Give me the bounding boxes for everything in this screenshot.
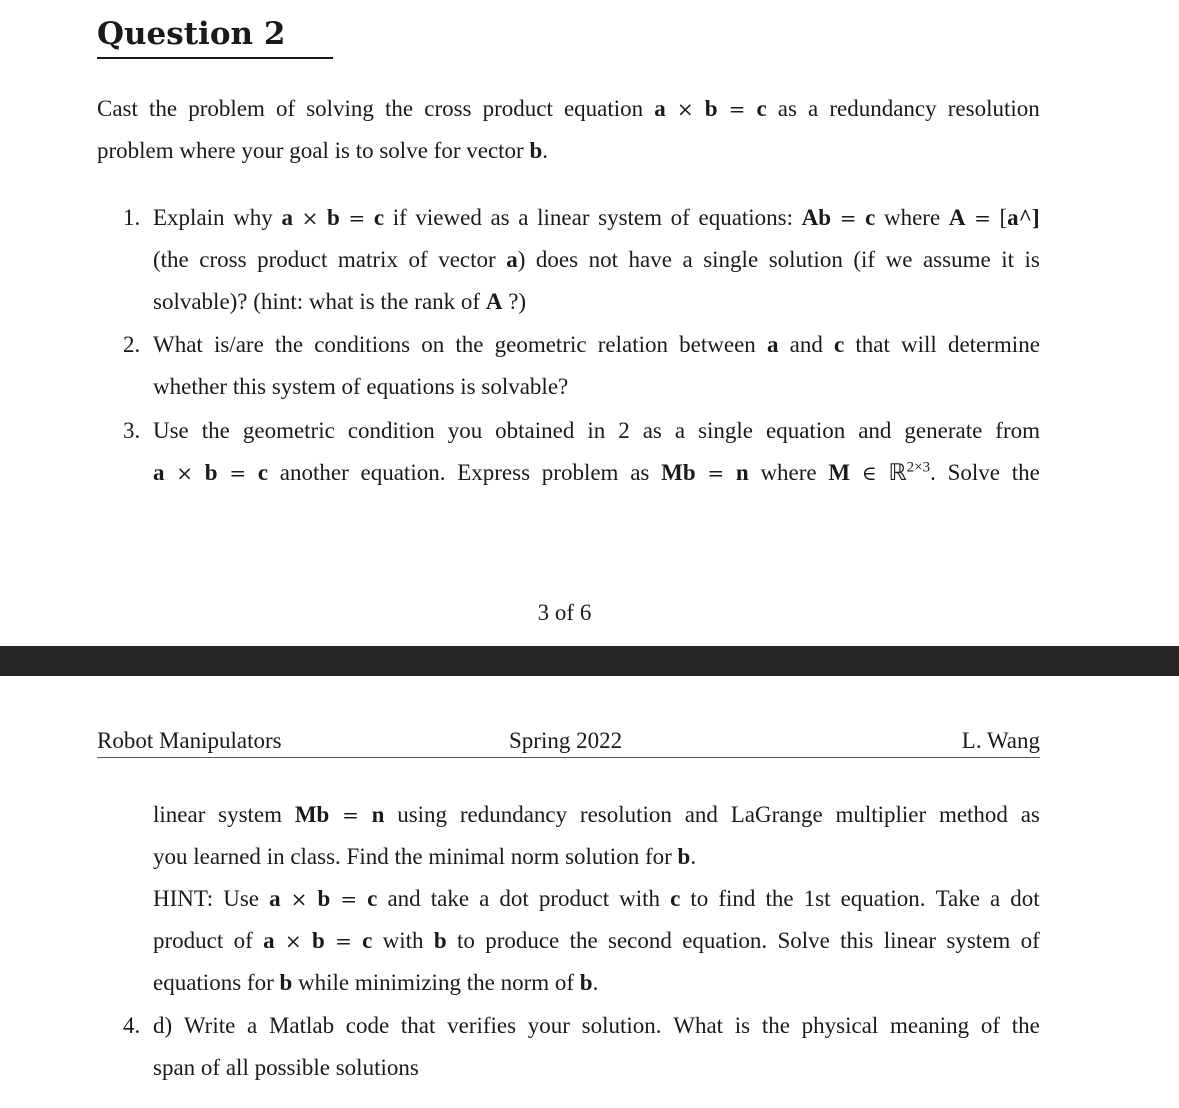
question-item-3-continued bbox=[153, 794, 1040, 1004]
semester: Spring 2022 bbox=[509, 728, 623, 753]
item-number: 2. bbox=[123, 332, 141, 357]
item-3-line-1: Use the geometric condition you obtained in 2 as a single equation and generate from bbox=[153, 418, 1040, 443]
course-name: Robot Manipulators bbox=[97, 728, 282, 753]
item-2-line-1: What is/are the conditions on the geometric relation between a and c that will determine bbox=[153, 332, 1040, 357]
question-item-4 bbox=[123, 1005, 1040, 1089]
running-header bbox=[97, 725, 1040, 758]
item-2-line-2: whether this system of equations is solvable? bbox=[153, 374, 569, 399]
item-number: 1. bbox=[123, 205, 141, 230]
page-number: 3 of 6 bbox=[537, 600, 592, 625]
intro-line-1: Cast the problem of solving the cross product equation a × b = c as a redundancy resolution bbox=[97, 96, 1040, 121]
item-4-line-2: span of all possible solutions bbox=[153, 1055, 419, 1080]
item-4-line-1: d) Write a Matlab code that verifies your solution. What is the physical meaning of the bbox=[153, 1013, 1040, 1038]
question-title: Question 2 bbox=[97, 14, 333, 59]
item-3-cont-line-1: linear system Mb = n using redundancy resolution and LaGrange multiplier method as bbox=[153, 802, 1040, 827]
item-3-cont-line-3: HINT: Use a × b = c and take a dot product with c to find the 1st equation. Take a dot bbox=[153, 886, 1040, 911]
item-3-cont-line-4: product of a × b = c with b to produce the second equation. Solve this linear system of bbox=[153, 928, 1040, 953]
item-3-cont-line-5: equations for b while minimizing the norm of b. bbox=[153, 970, 599, 995]
question-item-3 bbox=[123, 410, 1040, 494]
page-separator bbox=[0, 646, 1179, 676]
item-1-line-1: Explain why a × b = c if viewed as a linear system of equations: Ab = c where A = [a^] bbox=[153, 205, 1040, 230]
intro-line-2: problem where your goal is to solve for vector b. bbox=[97, 138, 549, 163]
item-3-cont-line-2: you learned in class. Find the minimal norm solution for b. bbox=[153, 844, 697, 869]
item-1-line-3: solvable)? (hint: what is the rank of A ?) bbox=[153, 289, 527, 314]
item-number: 3. bbox=[123, 418, 141, 443]
instructor: L. Wang bbox=[961, 728, 1040, 753]
item-3-line-2: a × b = c another equation. Express problem as Mb = n where M ∈ ℝ$^{2\times 3}$. Solve the bbox=[153, 459, 1040, 485]
item-number: 4. bbox=[123, 1013, 141, 1038]
question-item-2 bbox=[123, 324, 1040, 408]
item-1-line-2: (the cross product matrix of vector a) does not have a single solution (if we assume it is bbox=[153, 247, 1040, 272]
question-item-1 bbox=[123, 197, 1040, 323]
intro-paragraph bbox=[97, 88, 1040, 172]
